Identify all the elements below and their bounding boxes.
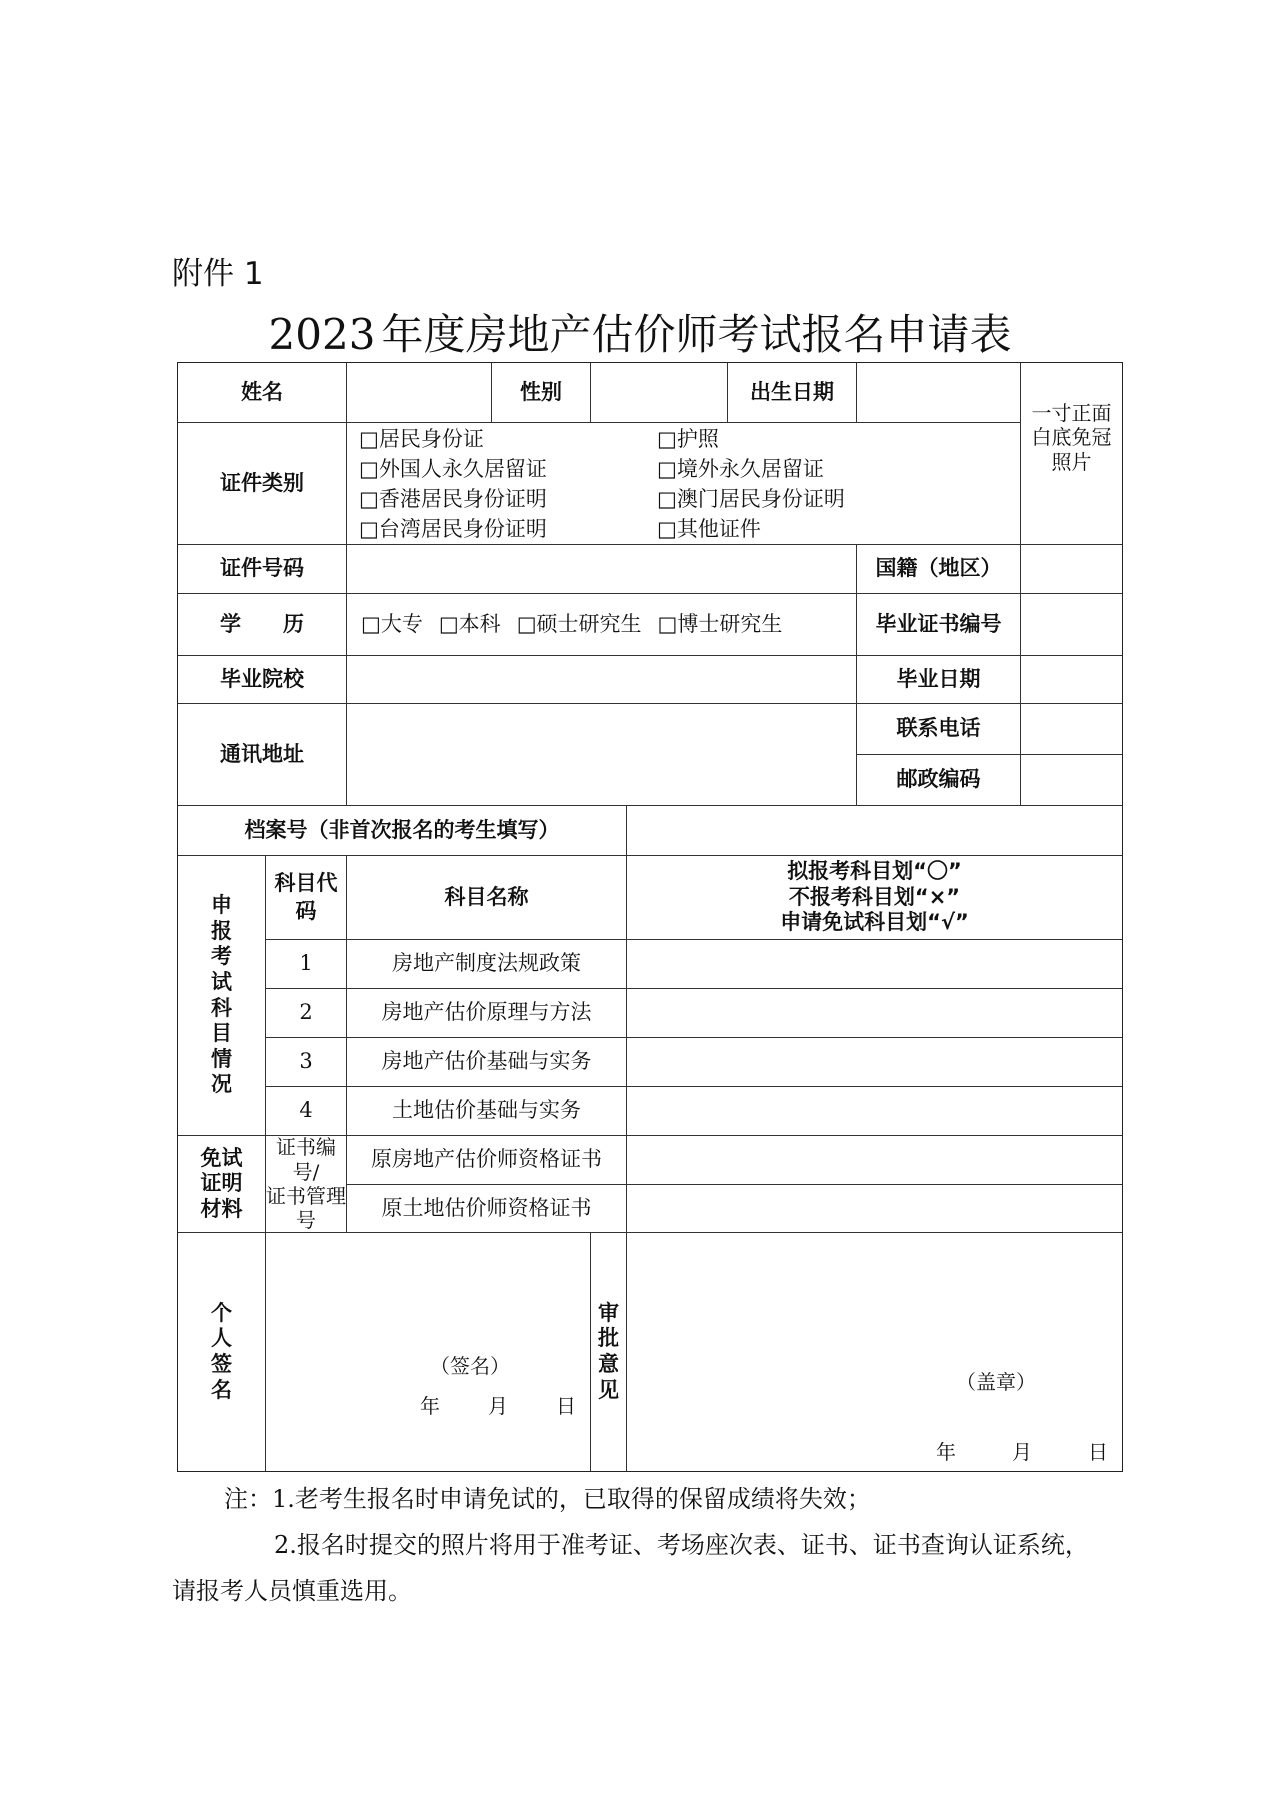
signature-hint: （签名）	[430, 1354, 510, 1378]
id-type-option[interactable]: □台湾居民身份证明	[359, 516, 547, 541]
vertical-line: 证明	[200, 1171, 243, 1196]
id-type-option[interactable]: □其他证件	[657, 516, 761, 541]
signature-date	[420, 1393, 576, 1419]
graduation-date-field[interactable]	[1021, 656, 1122, 704]
note-2-continued: 请报考人员慎重选用。	[172, 1577, 412, 1605]
vertical-char: 况	[211, 1072, 232, 1097]
name-label: 姓名	[178, 363, 347, 423]
vertical-char: 科	[211, 995, 232, 1020]
date-month: 月	[1012, 1440, 1032, 1464]
subject-name: 房地产估价原理与方法	[347, 989, 627, 1038]
vertical-char: 签	[211, 1352, 232, 1376]
graduation-date-label: 毕业日期	[857, 656, 1021, 704]
cert-number-line: 证书编号/	[276, 1135, 336, 1184]
cert-number-line: 证书管理号	[266, 1184, 346, 1233]
seal-hint: （盖章）	[956, 1370, 1036, 1394]
vertical-char: 目	[211, 1021, 232, 1046]
postal-code-field[interactable]	[1021, 755, 1122, 806]
phone-label: 联系电话	[857, 704, 1021, 755]
mark-instruction-line: 申请免试科目划“√”	[780, 910, 969, 935]
photo-hint-line: 白底免冠	[1031, 425, 1112, 450]
address-label: 通讯地址	[178, 704, 347, 806]
title-year: 2023	[268, 310, 376, 359]
diploma-number-field[interactable]	[1021, 594, 1122, 656]
subject-code: 4	[266, 1087, 347, 1136]
title-text: 年度房地产估价师考试报名申请表	[381, 310, 1012, 359]
nationality-label: 国籍（地区）	[857, 545, 1021, 594]
approval-section-label	[591, 1233, 627, 1471]
phone-field[interactable]	[1021, 704, 1122, 755]
id-type-label: 证件类别	[178, 423, 347, 545]
postal-code-label: 邮政编码	[857, 755, 1021, 806]
subject-mark-field[interactable]	[627, 1038, 1122, 1087]
subject-code-header: 科目代码	[266, 856, 347, 940]
id-type-option[interactable]: □澳门居民身份证明	[657, 486, 845, 511]
education-option[interactable]: □博士研究生	[657, 611, 783, 636]
subjects-section-label	[178, 856, 266, 1136]
birth-date-label: 出生日期	[728, 363, 857, 423]
date-year: 年	[420, 1394, 440, 1418]
cert-number-label	[266, 1136, 347, 1233]
mark-instructions	[627, 856, 1122, 940]
vertical-char: 情	[211, 1046, 232, 1071]
school-label: 毕业院校	[178, 656, 347, 704]
id-type-option[interactable]: □境外永久居留证	[657, 456, 824, 481]
subject-code: 1	[266, 940, 347, 989]
signature-section-label	[178, 1233, 266, 1471]
vertical-char: 批	[598, 1326, 619, 1351]
vertical-char: 见	[598, 1377, 619, 1402]
date-year: 年	[936, 1440, 956, 1464]
exemption-section-label	[178, 1136, 266, 1233]
vertical-char: 报	[211, 918, 232, 943]
id-type-option[interactable]: □护照	[657, 426, 719, 451]
vertical-line: 材料	[200, 1196, 243, 1221]
name-field[interactable]	[347, 363, 492, 423]
id-type-option[interactable]: □外国人永久居留证	[359, 456, 547, 481]
education-option[interactable]: □硕士研究生	[516, 611, 642, 636]
id-type-options	[347, 423, 1021, 545]
exemption-cert-field[interactable]	[627, 1185, 1122, 1233]
exemption-certificate-name: 原房地产估价师资格证书	[347, 1136, 627, 1185]
vertical-char: 申	[211, 893, 232, 918]
subject-mark-field[interactable]	[627, 1087, 1122, 1136]
diploma-number-label: 毕业证书编号	[857, 594, 1021, 656]
approval-date	[936, 1439, 1108, 1465]
birth-date-field[interactable]	[857, 363, 1021, 423]
vertical-char: 考	[211, 944, 232, 969]
mark-instruction-line: 不报考科目划“×”	[788, 884, 961, 909]
vertical-line: 免试	[200, 1145, 243, 1170]
nationality-field[interactable]	[1021, 545, 1122, 594]
photo-hint-line: 照片	[1051, 449, 1092, 474]
gender-field[interactable]	[591, 363, 728, 423]
approval-area[interactable]	[627, 1233, 1122, 1471]
school-field[interactable]	[347, 656, 857, 704]
date-day: 日	[1088, 1440, 1108, 1464]
exemption-certificate-name: 原土地估价师资格证书	[347, 1185, 627, 1233]
id-number-label: 证件号码	[178, 545, 347, 594]
vertical-char: 审	[598, 1300, 619, 1325]
id-number-field[interactable]	[347, 545, 857, 594]
file-number-label: 档案号（非首次报名的考生填写）	[178, 806, 627, 856]
subject-name: 房地产估价基础与实务	[347, 1038, 627, 1087]
photo-hint-line: 一寸正面	[1031, 401, 1112, 425]
date-month: 月	[488, 1394, 508, 1418]
date-day: 日	[556, 1394, 576, 1418]
attachment-label: 附件 1	[172, 256, 264, 292]
vertical-char: 意	[598, 1352, 619, 1376]
notes	[172, 1476, 1132, 1614]
subject-mark-field[interactable]	[627, 989, 1122, 1038]
subject-name: 土地估价基础与实务	[347, 1087, 627, 1136]
file-number-field[interactable]	[627, 806, 1122, 856]
subject-name: 房地产制度法规政策	[347, 940, 627, 989]
education-options	[347, 594, 857, 656]
page-title	[0, 302, 1280, 362]
education-option[interactable]: □本科	[438, 611, 501, 636]
subject-code: 3	[266, 1038, 347, 1087]
application-form-table	[177, 362, 1123, 1472]
vertical-char: 人	[211, 1326, 232, 1351]
vertical-char: 个	[211, 1300, 232, 1325]
vertical-char: 试	[211, 969, 232, 994]
subject-name-header: 科目名称	[347, 856, 627, 940]
id-type-option[interactable]: □香港居民身份证明	[359, 486, 547, 511]
signature-area[interactable]	[266, 1233, 591, 1471]
vertical-char: 名	[211, 1377, 232, 1402]
education-label: 学 历	[178, 594, 347, 656]
id-type-option[interactable]: □居民身份证	[359, 426, 484, 451]
note-1: 注：1.老考生报名时申请免试的，已取得的保留成绩将失效；	[224, 1485, 871, 1513]
subject-code: 2	[266, 989, 347, 1038]
subject-mark-field[interactable]	[627, 940, 1122, 989]
photo-box[interactable]	[1021, 363, 1122, 545]
gender-label: 性别	[492, 363, 591, 423]
mark-instruction-line: 拟报考科目划“〇”	[787, 859, 962, 884]
note-2: 2.报名时提交的照片将用于准考证、考场座次表、证书、证书查询认证系统，	[274, 1531, 1089, 1559]
exemption-cert-field[interactable]	[627, 1136, 1122, 1185]
education-option[interactable]: □大专	[361, 611, 423, 636]
address-field[interactable]	[347, 704, 857, 806]
